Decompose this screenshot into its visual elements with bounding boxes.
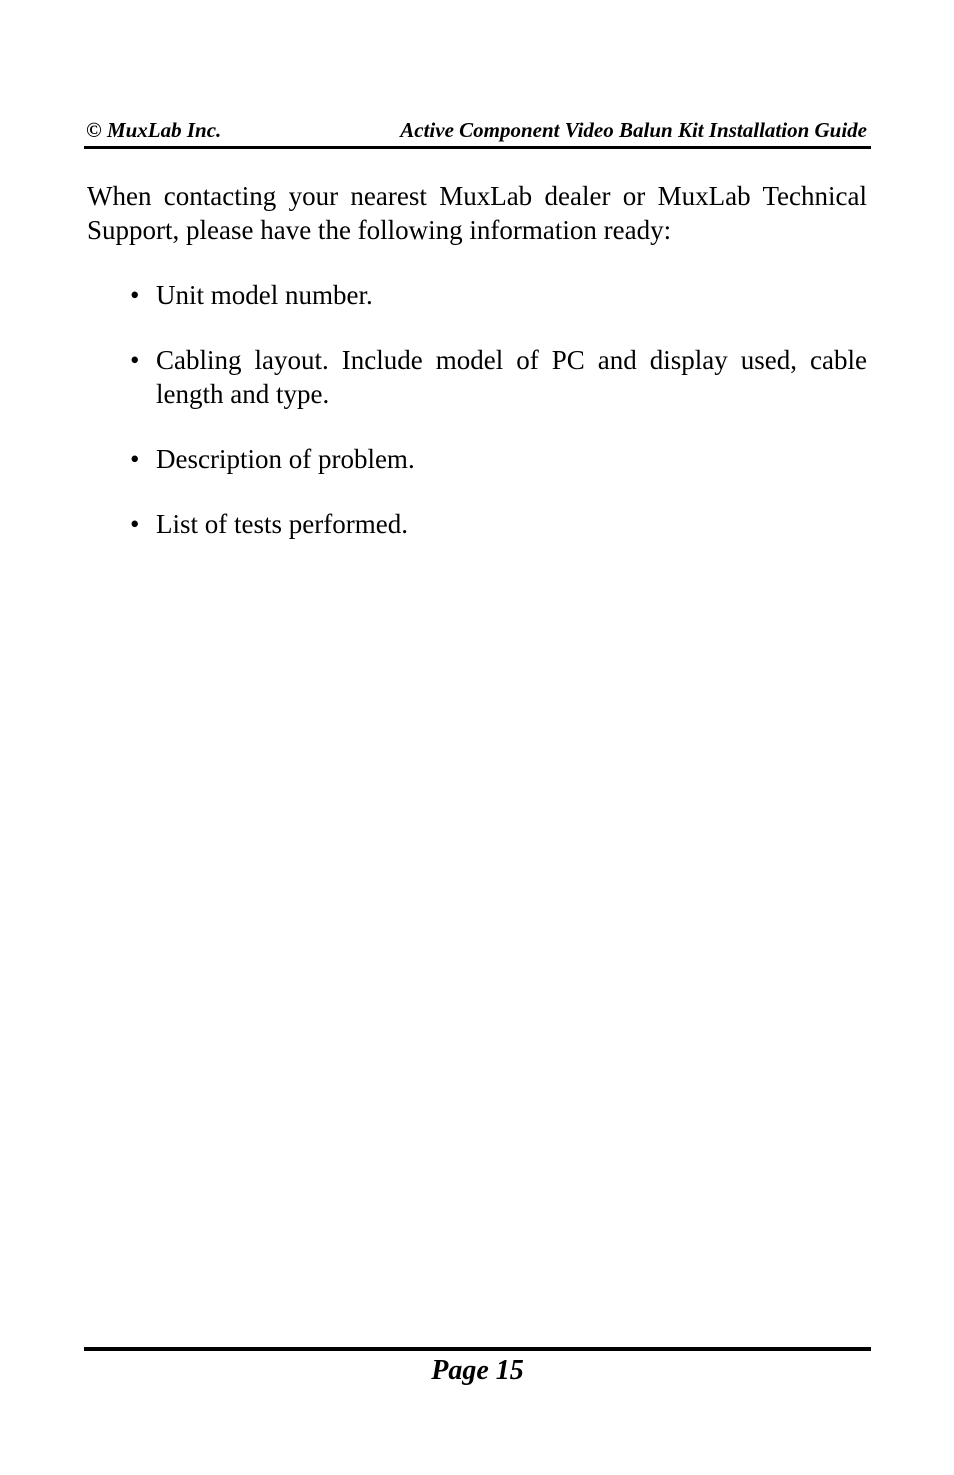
header-copyright: © MuxLab Inc.	[86, 118, 222, 142]
intro-paragraph: When contacting your nearest MuxLab dealer or MuxLab Technical Support, please have the following information ready:	[87, 181, 867, 245]
header-guide-title: Active Component Video Balun Kit Installation Guide	[400, 118, 867, 142]
list-item	[130, 343, 867, 411]
list-item-text: List of tests performed.	[156, 509, 408, 539]
info-checklist	[130, 278, 867, 572]
list-item-text: Description of problem.	[156, 444, 415, 474]
page-header	[84, 116, 870, 146]
list-item	[130, 442, 867, 476]
bullet-icon: •	[130, 345, 140, 375]
list-item	[130, 278, 867, 312]
list-item-text: Unit model number.	[156, 280, 373, 310]
header-divider	[84, 146, 871, 149]
bullet-icon: •	[130, 509, 140, 539]
bullet-icon: •	[130, 444, 140, 474]
list-item	[130, 507, 867, 541]
bullet-icon: •	[130, 280, 140, 310]
footer-divider	[84, 1347, 871, 1351]
list-item-text: Cabling layout. Include model of PC and display used, cable length and type.	[156, 345, 867, 409]
page-number: Page 15	[431, 1355, 524, 1386]
